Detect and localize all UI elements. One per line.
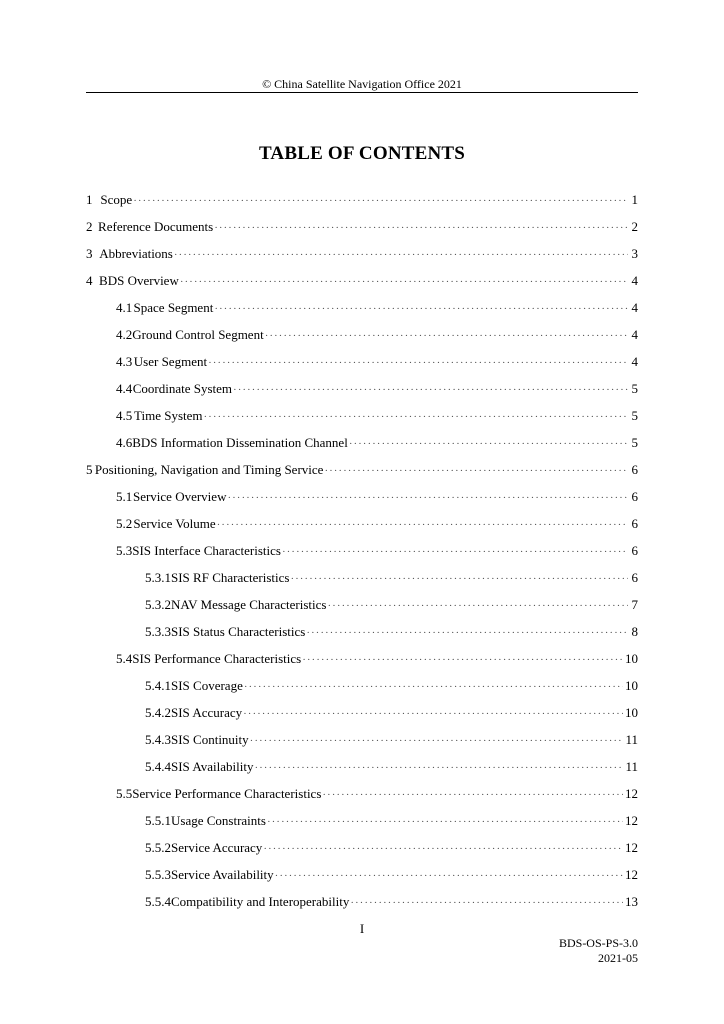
toc-entry[interactable]	[86, 190, 638, 217]
toc-entry-number: 5.5.2	[145, 840, 171, 855]
toc-entry[interactable]	[86, 676, 638, 703]
toc-dot-leader	[265, 326, 628, 346]
toc-entry-page: 4	[631, 273, 638, 288]
toc-entry-title: SIS Availability	[171, 759, 254, 774]
toc-entry-title: User Segment	[133, 354, 208, 369]
toc-entry-number: 5.4.3	[145, 732, 171, 747]
toc-entry-title: Service Overview	[132, 489, 227, 504]
toc-entry-page: 12	[625, 786, 638, 801]
toc-entry-number: 3	[86, 246, 93, 261]
toc-dot-leader	[263, 839, 623, 859]
toc-entry-number: 1	[86, 192, 93, 207]
toc-dot-leader	[174, 245, 628, 265]
toc-entry-number: 5	[86, 462, 93, 477]
toc-entry-number: 4.6	[116, 435, 133, 450]
toc-entry-page: 12	[625, 813, 638, 828]
toc-entry[interactable]	[86, 568, 638, 595]
toc-entry-title: Ground Control Segment	[132, 327, 264, 342]
toc-dot-leader	[133, 191, 628, 211]
toc-dot-leader	[227, 488, 628, 508]
toc-entry-page: 8	[631, 624, 638, 639]
footer-document-info	[559, 936, 638, 966]
toc-entry-page: 10	[625, 678, 638, 693]
toc-entry-page: 6	[631, 543, 638, 558]
toc-entry-page: 12	[625, 867, 638, 882]
toc-dot-leader	[243, 704, 623, 724]
toc-entry-page: 11	[625, 759, 638, 774]
toc-entry-title: BDS Overview	[99, 273, 179, 288]
header-copyright: © China Satellite Navigation Office 2021	[262, 77, 462, 91]
toc-entry-page: 1	[631, 192, 638, 207]
toc-entry-number: 5.4.2	[145, 705, 171, 720]
toc-entry-page: 12	[625, 840, 638, 855]
toc-dot-leader	[350, 893, 623, 913]
toc-entry[interactable]	[86, 460, 638, 487]
toc-entry-page: 7	[631, 597, 638, 612]
toc-entry[interactable]	[86, 514, 638, 541]
toc-entry[interactable]	[86, 622, 638, 649]
toc-dot-leader	[349, 434, 628, 454]
toc-entry[interactable]	[86, 487, 638, 514]
toc-entry[interactable]	[86, 892, 638, 919]
toc-dot-leader	[180, 272, 628, 292]
toc-entry[interactable]	[86, 244, 638, 271]
page-number: I	[359, 921, 365, 936]
toc-dot-leader	[267, 812, 623, 832]
toc-dot-leader	[322, 785, 623, 805]
toc-entry-title: Scope	[100, 192, 133, 207]
toc-dot-leader	[328, 596, 629, 616]
toc-entry-title: Service Volume	[133, 516, 216, 531]
toc-entry[interactable]	[86, 811, 638, 838]
toc-entry-page: 4	[631, 354, 638, 369]
toc-entry-title: Space Segment	[133, 300, 214, 315]
toc-entry-number: 5.3.2	[145, 597, 171, 612]
toc-entry-title: Reference Documents	[98, 219, 214, 234]
toc-dot-leader	[233, 380, 628, 400]
toc-dot-leader	[250, 731, 624, 751]
toc-dot-leader	[282, 542, 628, 562]
toc-dot-leader	[214, 218, 628, 238]
toc-entry[interactable]	[86, 433, 638, 460]
toc-entry-number: 4.1	[116, 300, 133, 315]
toc-entry-page: 2	[631, 219, 638, 234]
document-id: BDS-OS-PS-3.0	[558, 936, 638, 950]
toc-entry[interactable]	[86, 730, 638, 757]
toc-dot-leader	[204, 407, 629, 427]
toc-entry-number: 5.3.3	[145, 624, 171, 639]
toc-dot-leader	[244, 677, 623, 697]
toc-entry-page: 5	[631, 381, 638, 396]
toc-entry[interactable]	[86, 649, 638, 676]
toc-entry-number: 5.5	[116, 786, 133, 801]
toc-entry-title: SIS RF Characteristics	[171, 570, 290, 585]
toc-entry-title: Abbreviations	[99, 246, 173, 261]
toc-dot-leader	[275, 866, 623, 886]
toc-entry-title: Time System	[133, 408, 203, 423]
toc-entry-number: 5.3.1	[145, 570, 171, 585]
toc-entry-title: SIS Coverage	[171, 678, 243, 693]
toc-entry-title: Coordinate System	[132, 381, 233, 396]
toc-entry-page: 10	[625, 705, 638, 720]
toc-dot-leader	[214, 299, 628, 319]
toc-entry-number: 4.2	[116, 327, 133, 342]
toc-entry-page: 5	[631, 435, 638, 450]
toc-entry-title: NAV Message Characteristics	[171, 597, 327, 612]
toc-entry[interactable]	[86, 325, 638, 352]
toc-entry-page: 4	[631, 327, 638, 342]
toc-entry-title: Compatibility and Interoperability	[171, 894, 350, 909]
toc-entry-number: 5.5.4	[145, 894, 171, 909]
toc-dot-leader	[324, 461, 628, 481]
toc-entry[interactable]	[86, 298, 638, 325]
toc-entry-title: Service Accuracy	[171, 840, 263, 855]
toc-entry-title: BDS Information Dissemination Channel	[132, 435, 348, 450]
toc-entry-page: 6	[631, 489, 638, 504]
toc-entry-number: 5.1	[116, 489, 133, 504]
toc-entry-number: 5.2	[116, 516, 133, 531]
toc-entry-title: SIS Status Characteristics	[171, 624, 306, 639]
toc-entry[interactable]	[86, 406, 638, 433]
toc-entry-number: 2	[86, 219, 93, 234]
toc-entry-page: 10	[625, 651, 638, 666]
toc-dot-leader	[254, 758, 623, 778]
toc-dot-leader	[290, 569, 628, 589]
toc-entry-page: 6	[631, 570, 638, 585]
toc-entry-title: SIS Interface Characteristics	[132, 543, 281, 558]
toc-entry-title: Service Performance Characteristics	[132, 786, 322, 801]
toc-entry-page: 3	[631, 246, 638, 261]
toc-entry[interactable]	[86, 352, 638, 379]
toc-entry-page: 4	[631, 300, 638, 315]
toc-entry[interactable]	[86, 217, 638, 244]
toc-dot-leader	[217, 515, 628, 535]
toc-entry-page: 13	[625, 894, 638, 909]
toc-entry-number: 4.4	[116, 381, 133, 396]
toc-dot-leader	[302, 650, 623, 670]
toc-entry[interactable]	[86, 271, 638, 298]
toc-entry-page: 6	[631, 462, 638, 477]
toc-entry-number: 5.5.3	[145, 867, 171, 882]
toc-entry-title: SIS Continuity	[171, 732, 249, 747]
toc-entry-number: 5.5.1	[145, 813, 171, 828]
toc-entry-title: Service Availability	[171, 867, 274, 882]
toc-entry-page: 6	[631, 516, 638, 531]
toc-entry-number: 4.5	[116, 408, 133, 423]
toc-entry[interactable]	[86, 595, 638, 622]
toc-entry-number: 5.4	[116, 651, 133, 666]
toc-entry[interactable]	[86, 757, 638, 784]
toc-entry-number: 5.4.1	[145, 678, 171, 693]
toc-entry[interactable]	[86, 379, 638, 406]
document-date: 2021-05	[598, 951, 638, 965]
toc-entry-number: 5.4.4	[145, 759, 171, 774]
toc-entry-title: Usage Constraints	[171, 813, 266, 828]
toc-entry-number: 5.3	[116, 543, 133, 558]
toc-entry[interactable]	[86, 703, 638, 730]
toc-entry[interactable]	[86, 865, 638, 892]
header-rule	[86, 92, 638, 93]
toc-entry-title: SIS Accuracy	[171, 705, 243, 720]
toc-dot-leader	[208, 353, 628, 373]
toc-entry-title: SIS Performance Characteristics	[132, 651, 302, 666]
toc-entry-title: Positioning, Navigation and Timing Service	[94, 462, 324, 477]
toc-list	[86, 190, 638, 919]
toc-entry[interactable]	[86, 838, 638, 865]
toc-title: TABLE OF CONTENTS	[258, 143, 466, 164]
toc-entry[interactable]	[86, 784, 638, 811]
toc-entry[interactable]	[86, 541, 638, 568]
toc-dot-leader	[306, 623, 628, 643]
toc-entry-page: 11	[625, 732, 638, 747]
toc-entry-page: 5	[631, 408, 638, 423]
toc-entry-number: 4.3	[116, 354, 133, 369]
toc-entry-number: 4	[86, 273, 93, 288]
